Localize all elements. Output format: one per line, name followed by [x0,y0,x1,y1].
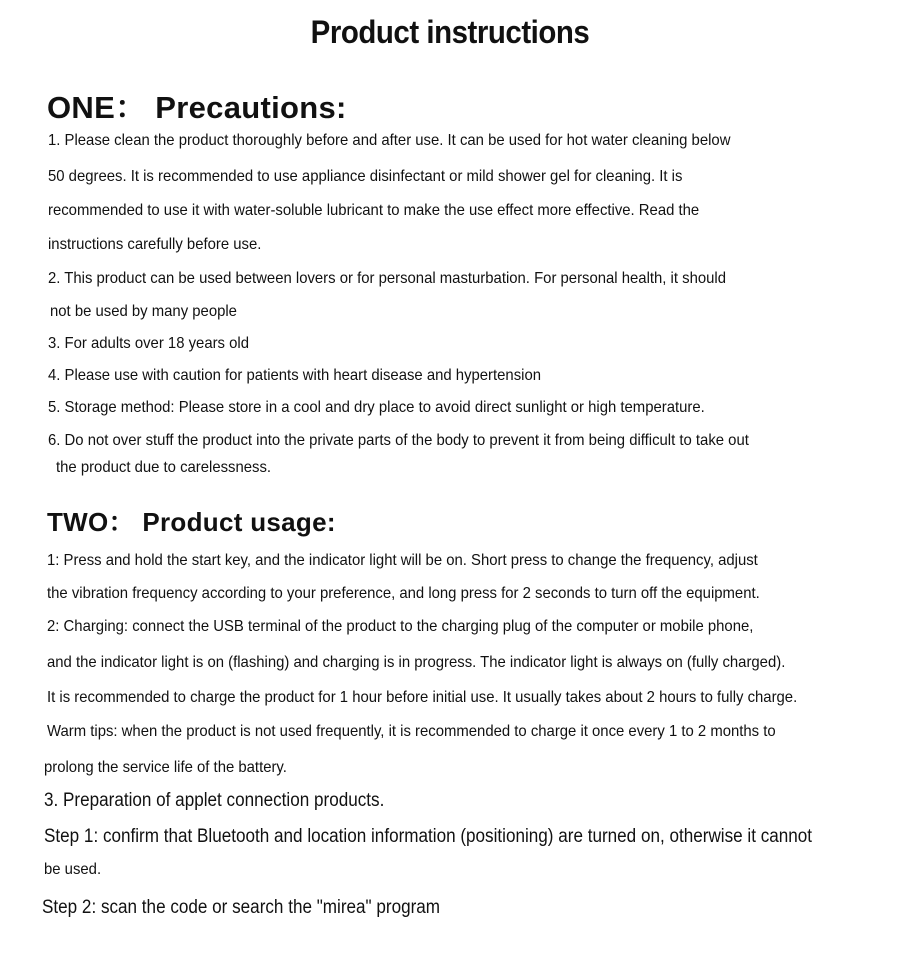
usage-line: Warm tips: when the product is not used frequently, it is recommended to charge it once every 1 to 2 months to [47,723,776,740]
precaution-line: 4. Please use with caution for patients with heart disease and hypertension [48,367,542,384]
precaution-line: instructions carefully before use. [48,236,262,253]
section-heading-precautions: ONE： Precautions: [47,90,347,125]
precaution-line: recommended to use it with water-soluble lubricant to make the use effect more effective. Read the [48,202,700,219]
usage-line: be used. [44,861,102,878]
usage-line: 1: Press and hold the start key, and the indicator light will be on. Short press to change the frequency, adjust [47,552,758,569]
precaution-line: 5. Storage method: Please store in a cool and dry place to avoid direct sunlight or high temperature. [48,399,705,416]
precaution-line: 2. This product can be used between lovers or for personal masturbation. For personal health, it should [48,270,726,287]
usage-line: the vibration frequency according to your preference, and long press for 2 seconds to turn off the equipment. [47,585,760,602]
usage-line: 2: Charging: connect the USB terminal of the product to the charging plug of the computer or mobile phone, [47,618,754,635]
usage-line: and the indicator light is on (flashing) and charging is in progress. The indicator light is always on (fully charged). [47,654,786,671]
precaution-line: not be used by many people [50,303,237,320]
precaution-line: the product due to carelessness. [56,459,272,476]
precaution-line: 3. For adults over 18 years old [48,335,249,352]
page-title: Product instructions [310,14,590,50]
precaution-line: 50 degrees. It is recommended to use appliance disinfectant or mild shower gel for cleaning. It is [48,168,683,185]
section-heading-usage: TWO： Product usage: [47,507,336,537]
usage-line: It is recommended to charge the product for 1 hour before initial use. It usually takes about 2 hours to fully charge. [47,689,798,706]
usage-line: Step 1: confirm that Bluetooth and location information (positioning) are turned on, otherwise it cannot [44,826,813,847]
precaution-line: 1. Please clean the product thoroughly before and after use. It can be used for hot water cleaning below [48,132,731,149]
usage-line: Step 2: scan the code or search the "mirea" program [42,897,441,918]
precaution-line: 6. Do not over stuff the product into the private parts of the body to prevent it from being difficult to take out [48,432,749,449]
usage-line: prolong the service life of the battery. [44,759,287,776]
usage-subheading: 3. Preparation of applet connection products. [44,790,385,811]
